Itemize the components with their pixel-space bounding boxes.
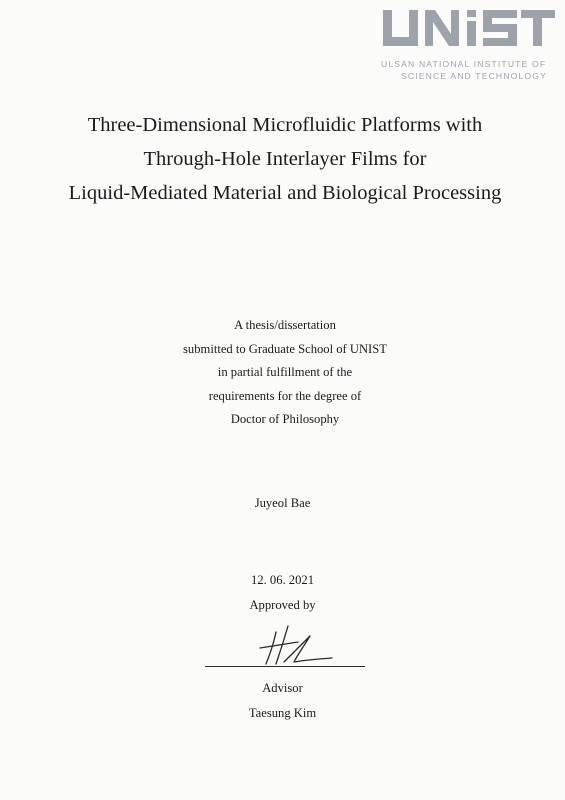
statement-line: in partial fulfillment of the (217, 365, 353, 379)
institute-name (381, 58, 559, 82)
statement-line: Doctor of Philosophy (230, 412, 340, 426)
advisor-label: Advisor (262, 681, 303, 695)
signature-line (205, 666, 365, 667)
title-line: Through-Hole Interlayer Films for (143, 148, 427, 170)
title-line: Three-Dimensional Microfluidic Platforms with (87, 114, 483, 136)
submission-statement (130, 314, 440, 432)
title-line: Liquid-Mediated Material and Biological Processing (68, 182, 502, 204)
institute-name-line-2: SCIENCE AND TECHNOLOGY (401, 71, 547, 81)
submission-date: 12. 06. 2021 (251, 573, 314, 587)
unist-logo (381, 8, 559, 82)
advisor-name: Taesung Kim (248, 706, 317, 720)
institute-name-line-1: ULSAN NATIONAL INSTITUTE OF (381, 59, 547, 69)
approved-by-label: Approved by (249, 598, 316, 612)
author-name: Juyeol Bae (254, 496, 311, 510)
statement-line: requirements for the degree of (208, 388, 362, 403)
unist-wordmark-logo (381, 8, 556, 48)
statement-line: submitted to Graduate School of UNIST (183, 341, 387, 356)
statement-line: A thesis/dissertation (234, 318, 336, 332)
advisor-signature (254, 622, 334, 670)
thesis-title (40, 108, 530, 210)
